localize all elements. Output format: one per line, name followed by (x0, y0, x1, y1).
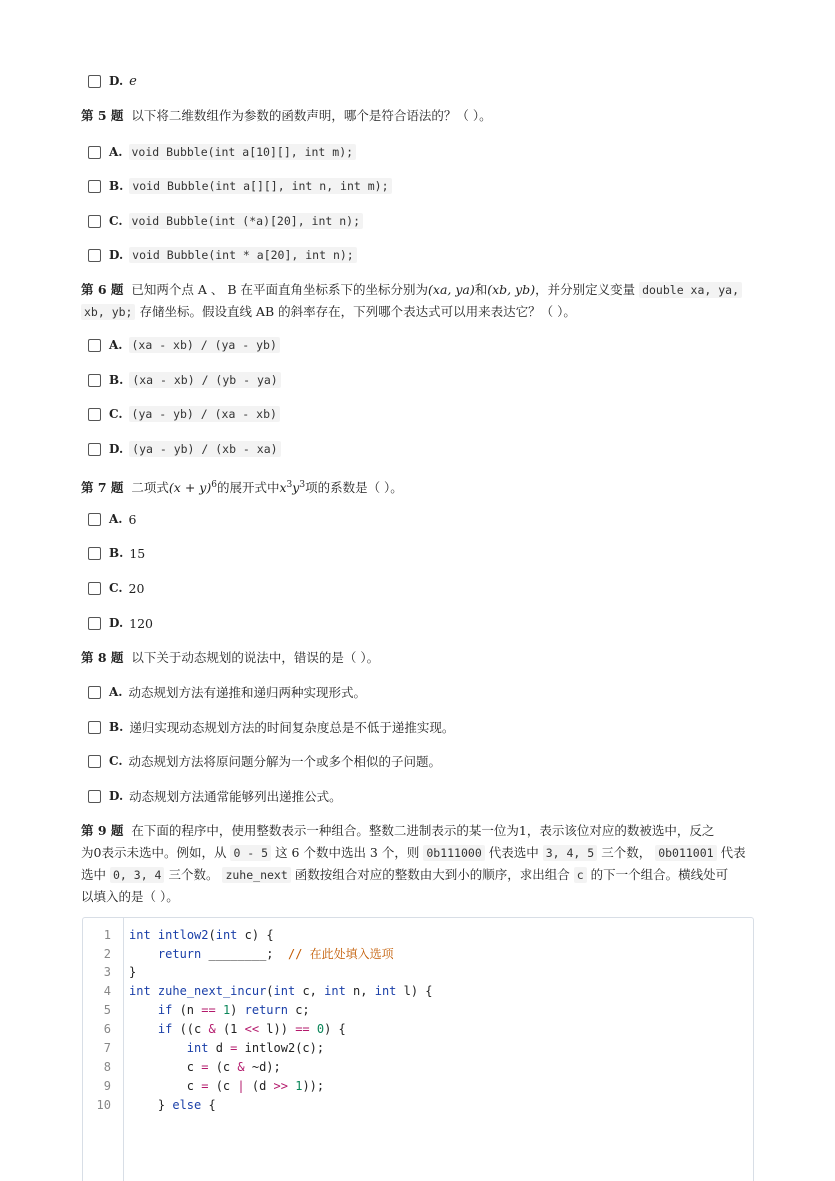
checkbox[interactable] (88, 146, 101, 159)
q7-option-c[interactable]: C. 20 (88, 579, 144, 597)
question-8: 第 8 题 以下关于动态规划的说法中，错误的是（ ）。 (81, 650, 380, 665)
checkbox[interactable] (88, 443, 101, 456)
checkbox[interactable] (88, 180, 101, 193)
question-5: 第 5 题 以下将二维数组作为参数的函数声明，哪个是符合语法的？（ ）。 (81, 108, 492, 123)
code-line: } else { (157, 1098, 216, 1112)
checkbox[interactable] (88, 339, 101, 352)
code-line: int d = intlow2(c); (186, 1041, 325, 1055)
q5-option-c[interactable]: C. void Bubble(int (*a)[20], int n); (88, 212, 363, 230)
q7-option-d[interactable]: D. 120 (88, 614, 153, 632)
line-number: 2 (103, 947, 111, 961)
line-number: 5 (103, 1003, 111, 1017)
code-line: int intlow2(int c) { (129, 928, 274, 942)
q5-option-d[interactable]: D. void Bubble(int * a[20], int n); (88, 246, 357, 264)
q5-option-b[interactable]: B. void Bubble(int a[][], int n, int m); (88, 177, 392, 195)
code-line: return ________; // 在此处填入选项 (157, 947, 394, 961)
checkbox[interactable] (88, 721, 101, 734)
q6-option-d[interactable]: D. (ya - yb) / (xb - xa) (88, 440, 281, 458)
checkbox[interactable] (88, 686, 101, 699)
q8-option-a[interactable]: A. 动态规划方法有递推和递归两种实现形式。 (88, 683, 366, 701)
code-line: c = (c | (d >> 1)); (186, 1079, 325, 1093)
line-number: 4 (103, 984, 111, 998)
checkbox[interactable] (88, 755, 101, 768)
checkbox[interactable] (88, 790, 101, 803)
q7-option-b[interactable]: B. 15 (88, 544, 145, 562)
code-line: } (129, 965, 137, 979)
q8-option-d[interactable]: D. 动态规划方法通常能够列出递推公式。 (88, 787, 342, 805)
line-number: 10 (96, 1098, 111, 1112)
line-number: 1 (103, 928, 111, 942)
checkbox[interactable] (88, 408, 101, 421)
q8-option-c[interactable]: C. 动态规划方法将原问题分解为一个或多个相似的子问题。 (88, 752, 441, 770)
q7-option-a[interactable]: A. 6 (88, 510, 136, 528)
checkbox[interactable] (88, 513, 101, 526)
q4-option-d[interactable]: D. e (88, 72, 137, 90)
checkbox[interactable] (88, 75, 101, 88)
question-7: 第 7 题 二项式$(x + y)^6$的展开式中$x^3y^3$项的系数是（ ）。 (81, 480, 403, 496)
q8-option-b[interactable]: B. 递归实现动态规划方法的时间复杂度总是不低于递推实现。 (88, 718, 454, 736)
code-line: if (n == 1) return c; (157, 1003, 310, 1017)
code-line: int zuhe_next_incur(int c, int n, int l) { (129, 984, 433, 998)
q6-option-c[interactable]: C. (ya - yb) / (xa - xb) (88, 405, 280, 423)
checkbox[interactable] (88, 215, 101, 228)
code-line: c = (c & ~d); (186, 1060, 281, 1074)
checkbox[interactable] (88, 547, 101, 560)
question-9: 第 9 题 在下面的程序中，使用整数表示一种组合。整数二进制表示的某一位为1，表示该位对应的数被选中，反之 为0表示未选中。例如，从 0 - 5 这 6 个数中选出 3 个，则 0b111000 代表选中 3, 4, 5 三个数， 0b011001 代表 选中 0, 3, 4 三个数。 zuhe_next 函数按组合对应的整数由大到小的顺序，求出组合 c 的下一个组合。横线处可 以填入的是（ ）。 (81, 823, 746, 904)
line-number: 7 (103, 1041, 111, 1055)
code-block (82, 917, 754, 1181)
line-number: 6 (103, 1022, 111, 1036)
line-number: 8 (103, 1060, 111, 1074)
line-number: 9 (103, 1079, 111, 1093)
checkbox[interactable] (88, 582, 101, 595)
q6-option-a[interactable]: A. (xa - xb) / (ya - yb) (88, 336, 280, 354)
q6-option-b[interactable]: B. (xa - xb) / (yb - ya) (88, 371, 281, 389)
checkbox[interactable] (88, 617, 101, 630)
q5-option-a[interactable]: A. void Bubble(int a[10][], int m); (88, 143, 356, 161)
checkbox[interactable] (88, 374, 101, 387)
question-6: 第 6 题 已知两个点 A 、 B 在平面直角坐标系下的坐标分别为(xa, ya)和(xb, yb)，并分别定义变量 double xa, ya, xb, yb; 存储坐标。假设直线 AB 的斜率存在，下列哪个表达式可以用来表达它？（ ）。 (81, 279, 756, 323)
line-number: 3 (103, 965, 111, 979)
checkbox[interactable] (88, 249, 101, 262)
code-line: if ((c & (1 << l)) == 0) { (157, 1022, 346, 1036)
